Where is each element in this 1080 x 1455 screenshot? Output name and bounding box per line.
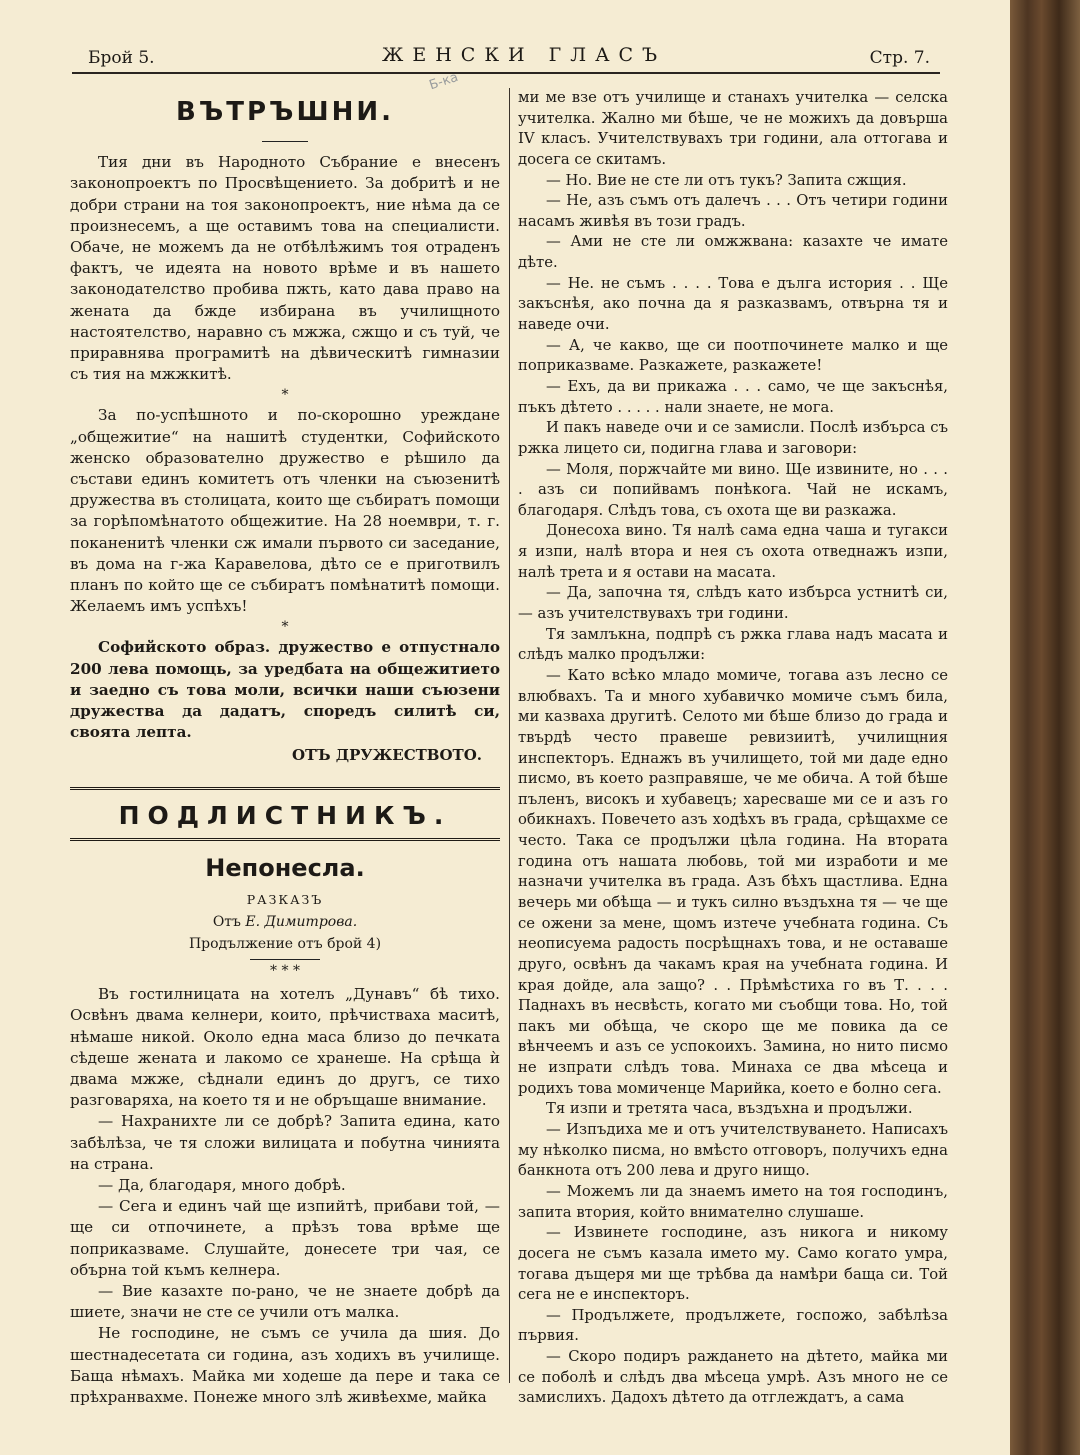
right-column — [518, 88, 948, 1409]
stamp-text: Б-ка — [427, 69, 461, 94]
article-paragraph: За по-успѣшното и по-скорошно уреждане „общежитие“ на нашитѣ студентки, Софийското женско образователно дружество е рѣшило да състави единъ комитетъ отъ членки на съюзенитѣ дружества въ столицата, които ще събиратъ помощи за горѣпомѣнатото общежитие. На 28 ноември, т. г. поканенитѣ членки сж имали първото си заседание, въ дома на г-жа Каравелова, дѣто се е приготвилъ планъ по който ще се събиратъ помѣнатитѣ помощи. Желаемъ имъ успѣхъ! — [70, 406, 500, 616]
double-rule — [70, 787, 500, 793]
story-paragraph: — Можемъ ли да знаемъ името на тоя господинъ, запита втория, който внимателно слушаше. — [518, 1182, 948, 1221]
story-paragraph: — Сега и единъ чай ще изпийтѣ, прибави той, — ще си отпочинете, а прѣзъ това врѣме ще поприказваме. Слушайте, донесете три чая, се обърна той къмъ келнера. — [70, 1197, 500, 1279]
feuilleton-heading: ПОДЛИСТНИКЪ. — [118, 800, 452, 830]
star-separator: * — [281, 619, 289, 636]
author-prefix: Отъ — [212, 914, 241, 931]
story-paragraph: — Извинете господине, азъ никога и никому досега не съмъ казала името му. Само когато умра, тогава дъщеря ми ще трѣбва да намѣри баща си. Той сега не е инспекторъ. — [518, 1224, 948, 1304]
page-number: Стр. 7. — [869, 48, 930, 68]
author-name: Е. Димитрова. — [245, 914, 358, 931]
story-paragraph: — А, че какво, ще си поотпочинете малко и ще поприказваме. Разкажете, разкажете! — [518, 336, 948, 375]
story-continuation: Продължение отъ брой 4) — [188, 936, 382, 953]
signature: ОТЪ ДРУЖЕСТВОТО. — [292, 746, 482, 765]
story-paragraph: — Моля, поржчайте ми вино. Ще извините, но . . . . азъ си попийвамъ понѣкога. Чай не искамъ, благодаря. Слѣдъ това, съ охота ще ви разкажа. — [518, 460, 948, 519]
article-paragraph: Тия дни въ Народното Събрание е внесенъ законопроектъ по Просвѣщението. За добритѣ и не добри страни на тоя законопроектъ, ние нѣма да се произнесемъ, а ще оставимъ това на специалисти. Обаче, не можемъ да не отбѣлѣжимъ тоя отраденъ фактъ, че идеята на новото врѣме и въ нашето законодателство пробива пжть, като дава право на жената да бжде избирана въ училищното настоятелство, наравно съ мжжа, сжщо и съ туй, че приравнява програмитѣ на дѣвическитѣ гимназии съ тия на мжжкитѣ. — [70, 153, 500, 384]
double-rule — [70, 838, 500, 844]
story-paragraph: И пакъ наведе очи и се замисли. Послѣ избърса съ ржка лицето си, подигна глава и заговори: — [518, 419, 948, 457]
story-paragraph: — Ехъ, да ви прикажа . . . само, че ще закъснѣя, пъкъ дѣтето . . . . . нали знаете, не мога. — [518, 377, 948, 416]
section-heading-internal: ВЪТРЪШНИ. — [176, 97, 394, 127]
story-paragraph: — Да, благодаря, много добрѣ. — [98, 1175, 346, 1194]
story-genre: РАЗКАЗЪ — [246, 892, 324, 908]
short-rule — [250, 959, 320, 960]
story-paragraph: Не господине, не съмъ се учила да шия. До шестнадесетата си година, азъ ходихъ въ училище. Баща нѣмахъ. Майка ми ходеше да пере и така се прѣхранвахме. Понеже много злѣ живѣехме, майка — [70, 1324, 500, 1406]
left-column — [70, 88, 500, 1408]
story-paragraph: — Но. Вие не сте ли отъ тукъ? Запита сжщия. — [546, 171, 907, 189]
story-paragraph: — Да, започна тя, слѣдъ като избърса устнитѣ си, — азъ учителствувахъ три години. — [518, 584, 948, 623]
story-paragraph: — Не. не съмъ . . . . Това е дълга история . . Ще закъснѣя, ако почна да я разказвамъ, отвърна тя и наведе очи. — [518, 274, 948, 334]
story-paragraph: — Нахранихте ли се добрѣ? Запита единa, като забѣлѣза, че тя сложи вилицата и побутна чинията на страна. — [70, 1112, 500, 1173]
story-paragraph: ми ме взе отъ училище и станахъ учителка — селска учителка. Жално ми бѣше, че не можихъ да довърша IV класъ. Учителствувахъ три години, ала оттогава и досега се скитамъ. — [518, 89, 948, 168]
issue-number: Брой 5. — [88, 48, 155, 68]
story-paragraph: Тя изпи и третята часа, въздъхна и продължи. — [546, 1100, 913, 1118]
story-paragraph: — Вие казахте по-рано, че не знаете добрѣ да шиете, значи не сте се учили отъ малка. — [70, 1281, 500, 1322]
story-byline — [70, 911, 500, 933]
story-paragraph: — Не, азъ съмъ отъ далечъ . . . Отъ четири години насамъ живѣя въ този градъ. — [518, 192, 948, 230]
article-paragraph-bold: Софийското образ. дружество е отпустнало 200 лева помощь, за уредбата на общежитието и заедно съ това моли, всички наши съюзени дружества да дадатъ, споредъ силитѣ си, своята лепта. — [70, 638, 500, 742]
story-paragraph: Въ гостилницата на хотелъ „Дунавъ“ бѣ тихо. Освѣнъ двама келнери, които, прѣчистваха маситѣ, нѣмаше никой. Около една маса близо до печката сѣдеше жената и лакомо се хранеше. На срѣща ѝ двама мжже, сѣднали единъ до другъ, се тихо разговаряха, на което тя и не обръщаше внимание. — [70, 985, 500, 1110]
column-divider — [509, 88, 510, 1383]
story-paragraph: Донесоха вино. Тя налѣ сама една чаша и тугакси я изпи, налѣ втора и нея съ охота отведнажъ изпи, налѣ трета и я остави на масата. — [518, 522, 948, 581]
asterism: * * * — [270, 963, 300, 980]
story-paragraph: — Продължете, продължете, госпожо, забѣлѣза първия. — [518, 1306, 948, 1345]
book-spine — [1010, 0, 1080, 1455]
story-paragraph: — Ами не сте ли омжжвана: казахте че имате дѣте. — [518, 233, 948, 272]
short-rule — [262, 141, 308, 142]
story-paragraph: — Изпъдиха ме и отъ учителствуването. Написахъ му нѣколко писма, но вмѣсто отговоръ, получихъ една банкнота отъ 200 лева и друго нищо. — [518, 1121, 948, 1180]
story-paragraph: — Като всѣко младо момиче, тогава азъ лесно се влюбвахъ. Та и много хубавичко момиче съмъ била, ми казваха другитѣ. Селото ми бѣше близо до града и твърдѣ често правеше ревизиитѣ, училищния инспекторъ. Еднажъ въ училището, той ми даде едно писмо, въ което разправяше, че ме обича. А той бѣше пъленъ, високъ и хубавецъ; харесваше ми се и азъ го обикнахъ. Повечето азъ ходѣхъ въ града, срѣщахме се често. Така се продължи цѣла година. На втората година отъ нашата любовь, той ми израбoти и ме назначи учителка въ града. Азъ бѣхъ щастлива. Една вечерь ми обѣща — и тукъ силно въздъхна тя — че ще се ожени за мене, щомъ изтече учебната година. Съ неописуема радость посрѣщнахъ това, и не оставаше друго, освѣнъ да чакамъ края на учебната година. И края дойде, ала защо? . . Прѣмѣстиха го въ Т. . . . Паднахъ въ несвѣсть, когато ми съобщи това. Но, той пакъ ми обѣща, че скоро ще ме повика да се вѣнчеемъ и азъ се успокоихъ. Замина, но нито писмо не изпрати слѣдъ това. Минаха се два мѣсеца и родихъ това момиченце Марийка, което е болно сега. — [518, 666, 948, 1097]
story-title: Непонесла. — [205, 853, 365, 882]
story-paragraph: Тя замлъкна, подпрѣ съ ржка глава надъ масата и слѣдъ малко продължи: — [518, 625, 948, 664]
star-separator: * — [281, 387, 289, 404]
story-paragraph: — Скоро подиръ раждането на дѣтето, майка ми се поболѣ и слѣдъ два мѣсеца умрѣ. Азъ много не се замислихъ. Дадохъ дѣтето да отглеждатъ, а сама — [518, 1348, 948, 1407]
newspaper-title: ЖЕНСКИ ГЛАСЪ — [382, 44, 667, 66]
